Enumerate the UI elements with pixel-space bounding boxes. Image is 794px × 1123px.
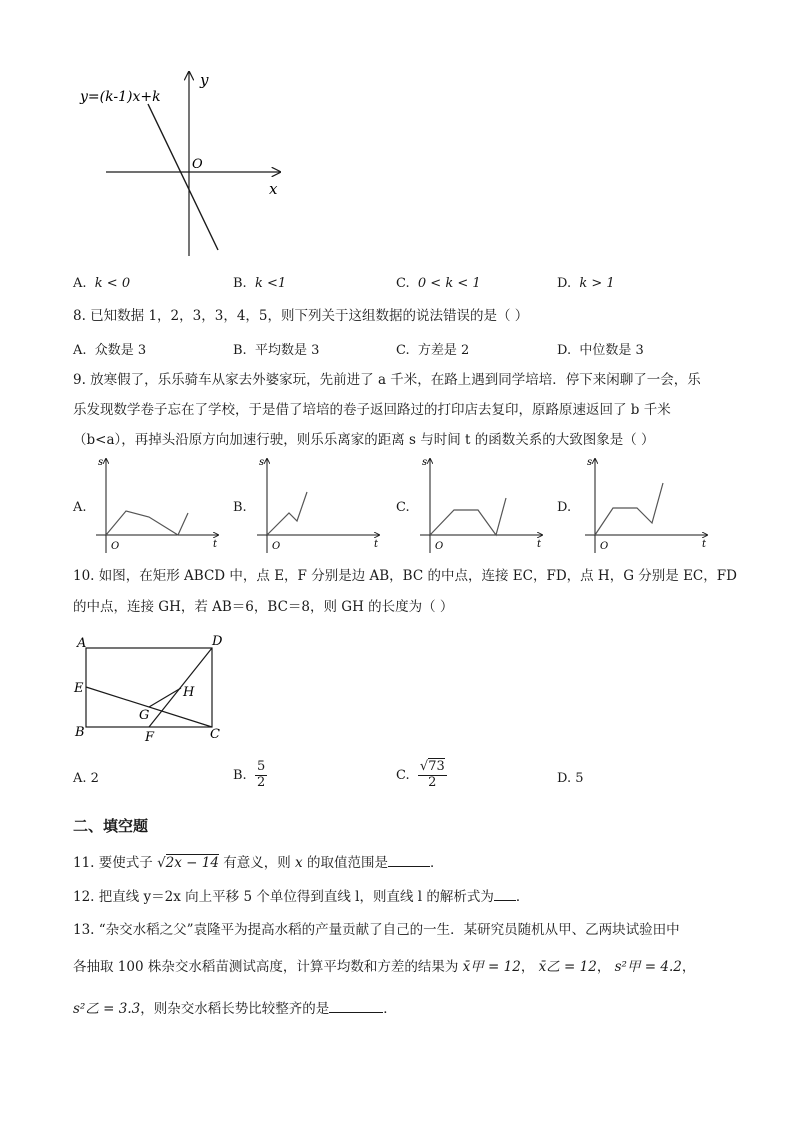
q12-stem: [73, 886, 529, 907]
q9-stem-line2: 乐发现数学卷子忘在了学校，于是借了培培的卷子返回路过的打印店去复印，原路原速返回了 b 千米: [73, 402, 671, 418]
option-text: 2: [90, 771, 99, 786]
option-text: k < 0: [94, 276, 131, 291]
label-f: F: [145, 730, 155, 745]
fraction-five-halves: [255, 760, 267, 791]
s-label: s: [98, 457, 104, 468]
q11-answer-blank[interactable]: [388, 852, 430, 867]
q12-answer-blank[interactable]: [494, 886, 516, 901]
option-text: 0 < k < 1: [417, 276, 481, 291]
option-letter: B.: [233, 343, 247, 358]
option-text: 众数是 3: [94, 343, 147, 358]
q11-suffix-a: 有意义，则: [223, 855, 291, 871]
option-text: 5: [575, 771, 584, 786]
q11-radicand: 2x − 14: [165, 855, 219, 871]
option-letter: B.: [233, 767, 247, 783]
origin-label: O: [192, 157, 203, 172]
option-letter: D.: [557, 343, 572, 358]
sqrt-icon: √: [419, 759, 429, 774]
option-letter: D.: [557, 771, 572, 786]
origin-label: O: [435, 541, 444, 552]
q13-end: ．: [383, 1001, 397, 1017]
q7-option-c[interactable]: [396, 276, 481, 291]
segment-gh: [149, 688, 181, 707]
option-letter: C.: [396, 276, 410, 291]
q12-text: 12. 把直线 y＝2x 向上平移 5 个单位得到直线 l，则直线 l 的解析式为: [73, 889, 494, 905]
q13-mean-jia: x̄甲 = 12: [462, 959, 521, 975]
t-label: t: [374, 539, 379, 550]
q9-stem-line3: （b<a），再掉头沿原方向加速行驶，则乐乐离家的距离 s 与时间 t 的函数关系的大致图象是（ ）: [73, 432, 655, 448]
option-text: k > 1: [579, 276, 615, 291]
q11-prefix: 11. 要使式子: [73, 855, 153, 871]
q10-stem-line1: 10. 如图，在矩形 ABCD 中，点 E，F 分别是边 AB，BC 的中点，连接 EC，FD，点 H，G 分别是 EC，FD: [73, 568, 737, 584]
origin-label: O: [111, 541, 120, 552]
numerator: 5: [256, 759, 266, 774]
option-text: 中位数是 3: [579, 343, 644, 358]
function-label: y=(k-1)x+k: [80, 89, 161, 105]
origin-label: O: [600, 541, 609, 552]
t-label: t: [702, 539, 707, 550]
option-letter: A.: [73, 276, 87, 291]
label-b: B: [75, 725, 85, 740]
fraction-sqrt73-halves: [418, 760, 447, 791]
q8-option-a[interactable]: [73, 339, 146, 358]
q8-option-d[interactable]: [557, 339, 644, 358]
q13-var-yi: s²乙 = 3.3: [73, 1001, 141, 1017]
q8-option-c[interactable]: [396, 339, 469, 358]
radicand: 73: [428, 759, 445, 774]
q9-graph-b: [255, 455, 385, 555]
distance-curve: [595, 483, 663, 535]
q10-option-d[interactable]: [557, 771, 584, 786]
q8-option-b[interactable]: [233, 339, 319, 358]
option-letter: A.: [73, 343, 87, 358]
distance-curve: [267, 492, 307, 535]
q10-option-a[interactable]: [73, 771, 99, 786]
q9-graph-a: [94, 455, 224, 555]
label-a: A: [77, 636, 87, 651]
t-label: t: [537, 539, 542, 550]
q12-end: ．: [515, 889, 530, 905]
section-title-fill-in: 二、填空题: [73, 817, 149, 835]
q13-var-jia: s²甲 = 4.2: [614, 959, 682, 975]
q7-option-d[interactable]: [557, 276, 615, 291]
q13-line3-text: ，则杂交水稻长势比较整齐的是: [140, 1001, 330, 1017]
y-axis-label: y: [200, 71, 209, 89]
q13-stem-line1: 13. “杂交水稻之父”袁隆平为提高水稻的产量贡献了自己的一生．某研究员随机从甲、乙两块试验田中: [73, 922, 680, 938]
q11-suffix-b: 的取值范围是: [306, 855, 388, 871]
q10-stem-line2: 的中点，连接 GH，若 AB＝6，BC＝8，则 GH 的长度为（ ）: [73, 599, 454, 615]
function-line: [148, 104, 218, 250]
s-label: s: [587, 457, 593, 468]
q9-option-d[interactable]: D.: [557, 500, 572, 515]
q13-answer-blank[interactable]: [329, 998, 383, 1013]
q8-stem: 8. 已知数据 1，2，3，3，4，5，则下列关于这组数据的说法错误的是（ ）: [73, 308, 529, 324]
q13-mean-yi: x̄乙 = 12: [538, 959, 597, 975]
q9-graph-c: [418, 455, 548, 555]
label-c: C: [210, 727, 220, 742]
label-g: G: [139, 708, 150, 723]
sqrt-icon: √: [157, 855, 166, 871]
t-label: t: [213, 539, 218, 550]
option-text: k <1: [254, 276, 287, 291]
option-letter: D.: [557, 276, 572, 291]
denominator: 2: [256, 774, 266, 790]
q9-option-c[interactable]: C.: [396, 500, 410, 515]
label-d: D: [212, 634, 223, 649]
option-letter: A.: [73, 771, 87, 786]
q9-option-a[interactable]: A.: [73, 500, 87, 515]
q13-stem-line2: 各抽取 100 株杂交水稻苗测试高度，计算平均数和方差的结果为 x̄甲 = 12， x̄乙 = 12， s²甲 = 4.2，: [73, 959, 696, 975]
option-text: 平均数是 3: [254, 343, 320, 358]
x-axis-label: x: [269, 180, 278, 198]
label-e: E: [74, 681, 84, 696]
distance-curve: [106, 511, 188, 535]
option-letter: C.: [396, 767, 410, 783]
q7-line-graph: [76, 68, 291, 263]
numerator: [418, 760, 447, 776]
q7-option-a[interactable]: [73, 276, 130, 291]
q7-option-b[interactable]: [233, 276, 286, 291]
q9-stem-line1: 9. 放寒假了，乐乐骑车从家去外婆家玩，先前进了 a 千米，在路上遇到同学培培．停下来闲聊了一会，乐: [73, 372, 701, 388]
q11-end: ．: [429, 855, 444, 871]
s-label: s: [259, 457, 265, 468]
q13-line2-text: 各抽取 100 株杂交水稻苗测试高度，计算平均数和方差的结果为: [73, 959, 459, 975]
option-letter: B.: [233, 276, 247, 291]
q9-option-b[interactable]: B.: [233, 500, 247, 515]
option-letter: C.: [396, 343, 410, 358]
q10-rectangle-figure: [70, 628, 230, 746]
q13-stem-line3: [73, 998, 397, 1019]
q11-var: x: [295, 855, 303, 871]
origin-label: O: [272, 541, 281, 552]
q9-graph-d: [583, 455, 713, 555]
denominator: 2: [428, 774, 437, 790]
option-text: 方差是 2: [417, 343, 470, 358]
q11-stem: [73, 852, 443, 873]
s-label: s: [422, 457, 428, 468]
q10-option-c[interactable]: [396, 760, 447, 791]
q10-option-b[interactable]: [233, 760, 267, 791]
segment-fd: [149, 648, 212, 727]
label-h: H: [183, 685, 195, 700]
distance-curve: [430, 498, 506, 535]
